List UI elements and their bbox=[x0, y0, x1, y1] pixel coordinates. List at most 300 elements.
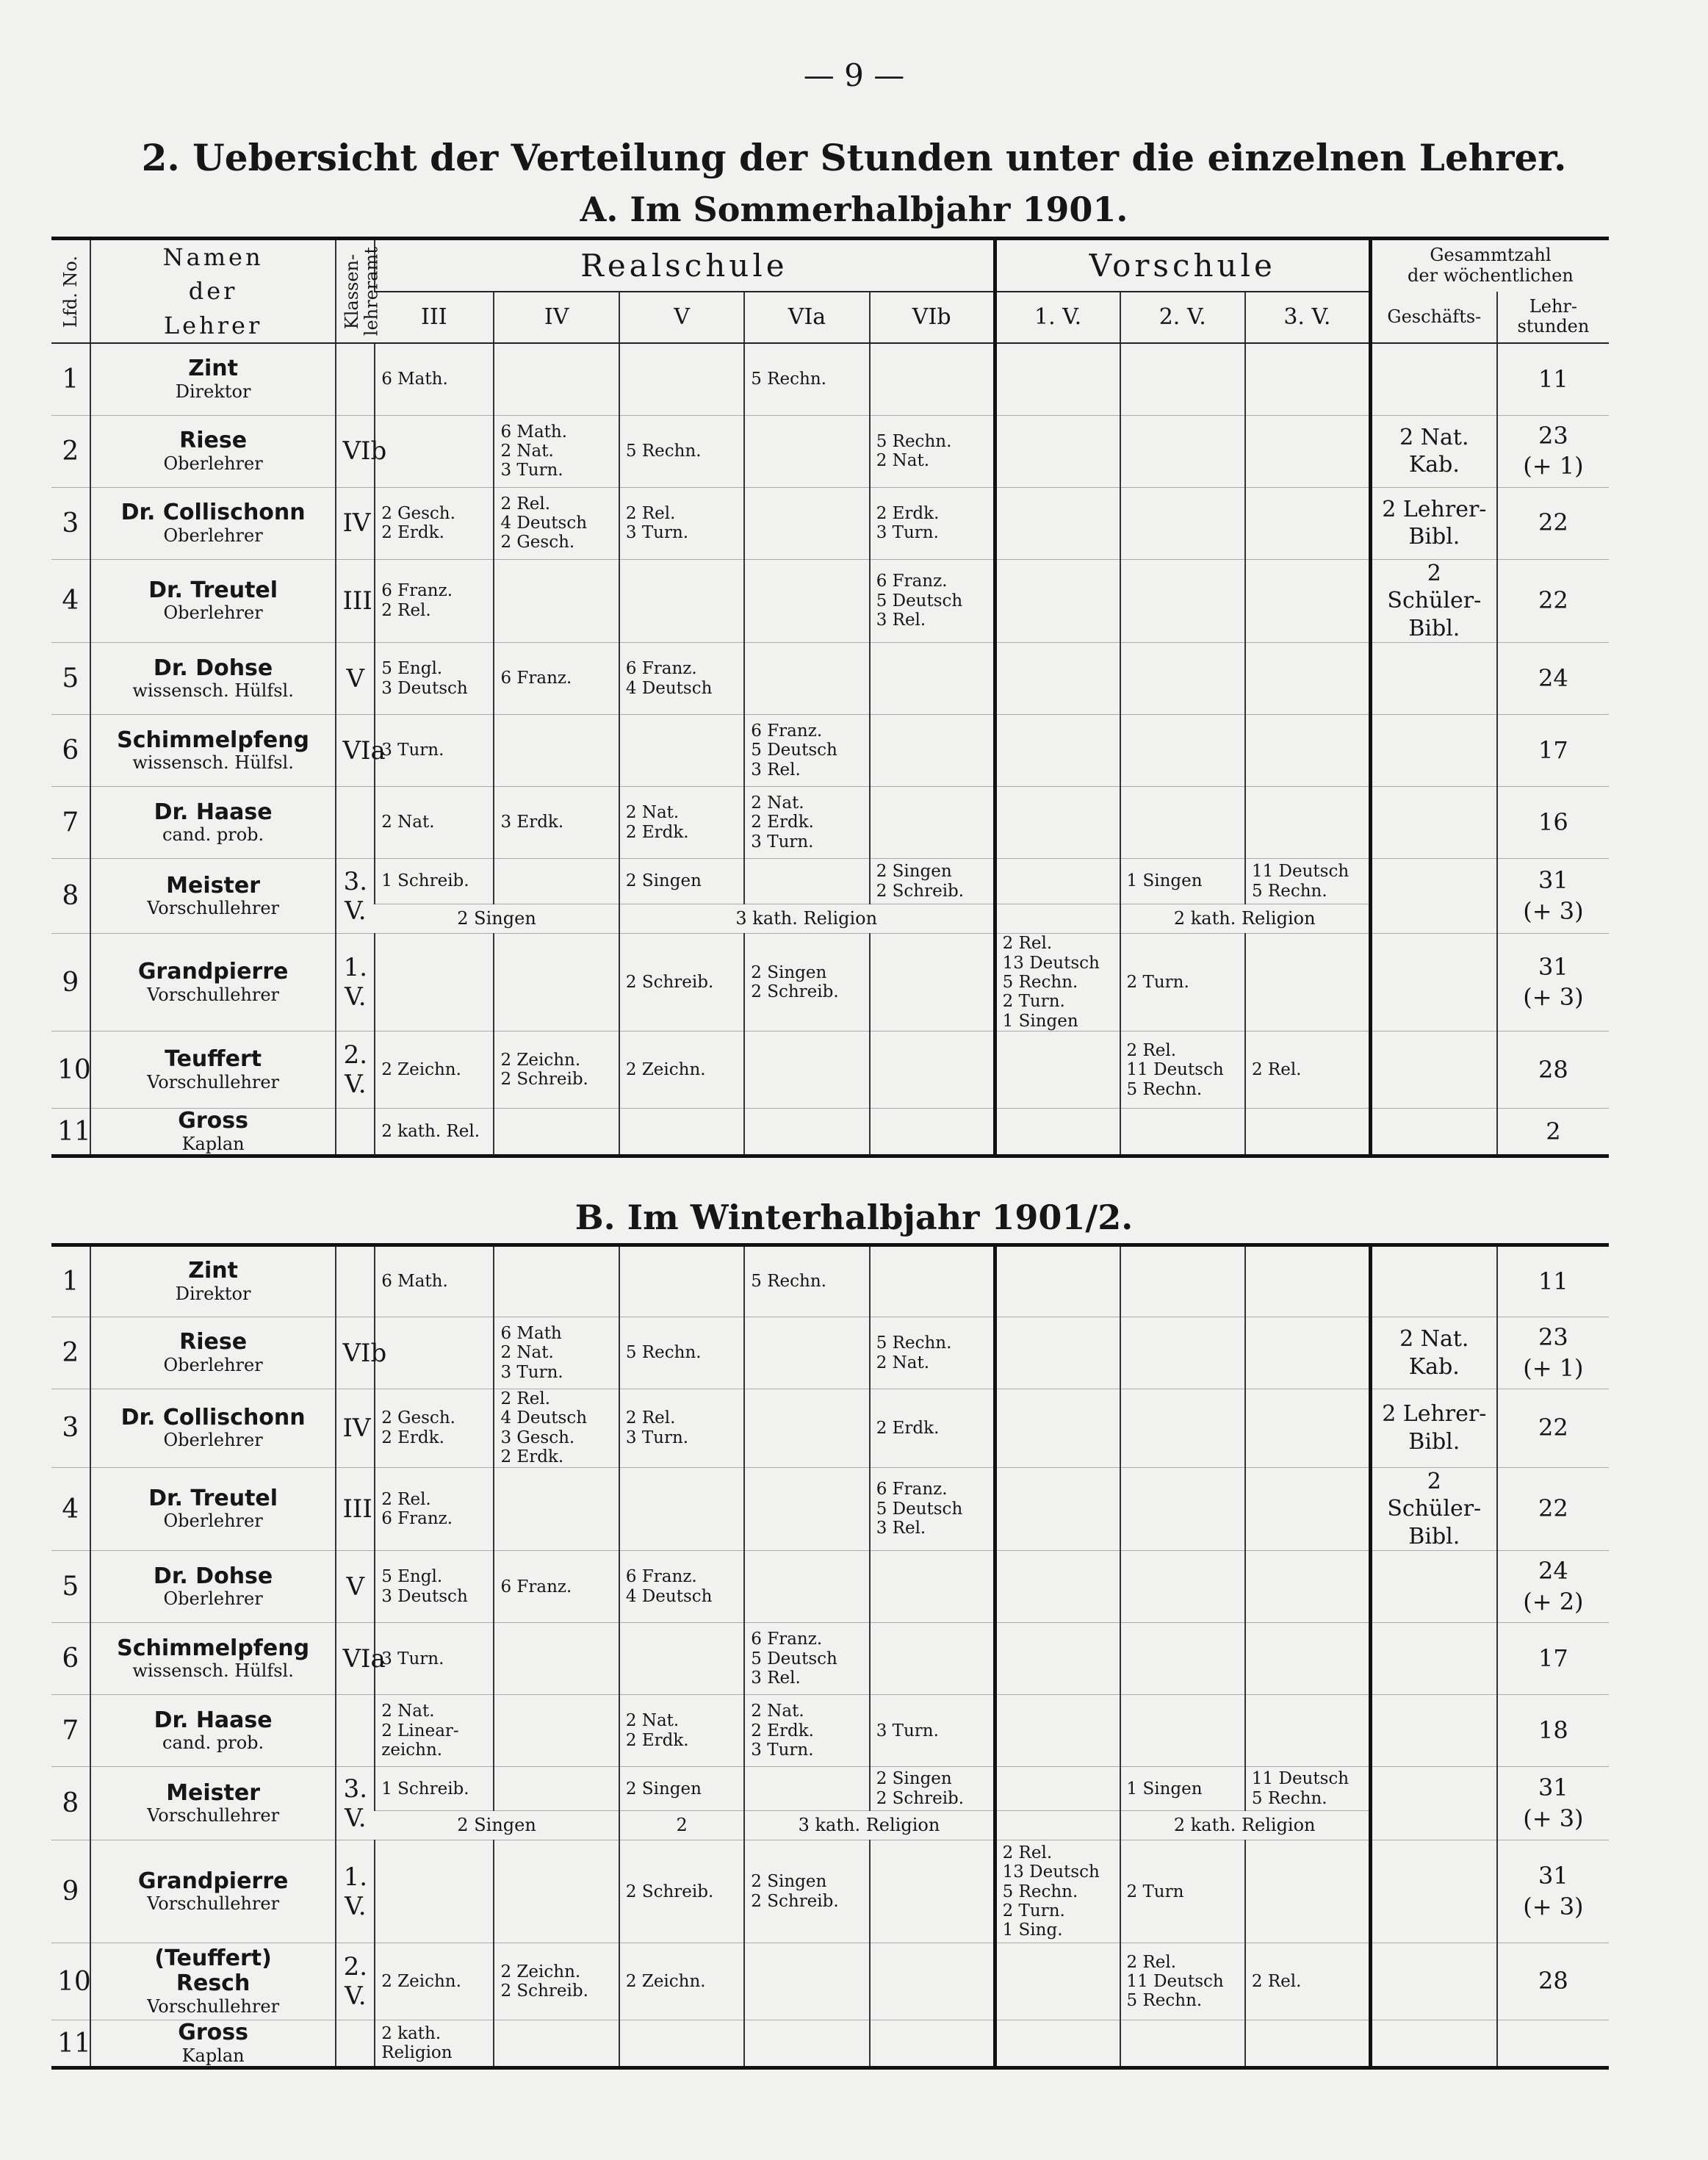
hours-cell-V bbox=[619, 1623, 744, 1695]
hours-cell-V1 bbox=[995, 1245, 1120, 1317]
hours-cell-VIb bbox=[870, 1623, 995, 1695]
class-teacher-cell: V bbox=[336, 643, 375, 715]
hours-cell-IV bbox=[494, 715, 619, 787]
teacher-name: Schimmelpfeng bbox=[117, 727, 310, 753]
class-teacher-cell bbox=[336, 1245, 375, 1317]
hours-cell-VIa: 5 Rechn. bbox=[744, 1245, 869, 1317]
hours-cell-IV: 2 Zeichn. 2 Schreib. bbox=[494, 1943, 619, 2020]
class-teacher-cell bbox=[336, 787, 375, 859]
hours-cell-VIa bbox=[744, 643, 869, 715]
hours-cell-V2 bbox=[1120, 487, 1245, 559]
hours-cell-V bbox=[619, 715, 744, 787]
table-row bbox=[51, 859, 1609, 904]
hours-cell-VIb: 6 Franz. 5 Deutsch 3 Rel. bbox=[870, 1467, 995, 1551]
col-header-VIb: VIb bbox=[870, 292, 995, 343]
teacher-role: Oberlehrer bbox=[163, 1354, 263, 1375]
row-number: 7 bbox=[51, 1695, 90, 1767]
hours-cell-V bbox=[619, 1245, 744, 1317]
vorschule-header: Vorschule bbox=[995, 239, 1370, 292]
row-number: 9 bbox=[51, 1840, 90, 1943]
shared-mid: 2 bbox=[619, 1811, 744, 1840]
teacher-cell bbox=[90, 859, 336, 934]
hours-cell-VIa: 2 Nat. 2 Erdk. 3 Turn. bbox=[744, 787, 869, 859]
teacher-cell bbox=[90, 2020, 336, 2068]
hours-cell-V2 bbox=[1120, 787, 1245, 859]
teacher-role: Kaplan bbox=[181, 2045, 245, 2066]
hours-cell-V3 bbox=[1245, 1840, 1370, 1943]
teacher-cell bbox=[90, 1840, 336, 1943]
teacher-name: Dr. Haase bbox=[154, 1707, 273, 1733]
hours-cell-V1 bbox=[995, 1467, 1120, 1551]
hours-cell-VIb bbox=[870, 1109, 995, 1156]
hours-cell-V3 bbox=[1245, 343, 1370, 415]
hours-cell-V1 bbox=[995, 2020, 1120, 2068]
hours-cell-III: 2 Nat. 2 Linear- zeichn. bbox=[375, 1695, 494, 1767]
teacher-name: Dr. Haase bbox=[154, 799, 273, 825]
geschaefts-cell bbox=[1370, 2020, 1496, 2068]
col-header-1V: 1. V. bbox=[995, 292, 1120, 343]
geschaefts-cell bbox=[1370, 1551, 1496, 1623]
hours-cell-VIb bbox=[870, 1943, 995, 2020]
total-hours-cell: 31 (+ 3) bbox=[1497, 1840, 1609, 1943]
hours-cell-VIb bbox=[870, 715, 995, 787]
teacher-name: Dr. Collischonn bbox=[120, 500, 306, 526]
hours-cell-V1 bbox=[995, 1032, 1120, 1109]
hours-cell-V2 bbox=[1120, 559, 1245, 643]
class-teacher-cell: 2. V. bbox=[336, 1943, 375, 2020]
teacher-name: Teuffert bbox=[165, 1046, 262, 1073]
hours-cell-V2 bbox=[1120, 643, 1245, 715]
hours-cell-V3 bbox=[1245, 487, 1370, 559]
row-number: 6 bbox=[51, 715, 90, 787]
hours-cell-VIa bbox=[744, 1767, 869, 1811]
shared-kath-religion-realschule: 3 kath. Religion bbox=[619, 904, 995, 934]
class-teacher-cell: V bbox=[336, 1551, 375, 1623]
row-number: 6 bbox=[51, 1623, 90, 1695]
hours-cell-VIb bbox=[870, 643, 995, 715]
hours-cell-V3 bbox=[1245, 1623, 1370, 1695]
hours-cell-V2 bbox=[1120, 1109, 1245, 1156]
hours-cell-VIb bbox=[870, 1840, 995, 1943]
hours-cell-III: 6 Franz. 2 Rel. bbox=[375, 559, 494, 643]
geschaefts-cell bbox=[1370, 1840, 1496, 1943]
row-number: 4 bbox=[51, 559, 90, 643]
total-hours-cell: 2 bbox=[1497, 1109, 1609, 1156]
names-header: Namen der Lehrer bbox=[90, 239, 336, 344]
hours-cell-V2 bbox=[1120, 1467, 1245, 1551]
hours-cell-V2 bbox=[1120, 1551, 1245, 1623]
class-teacher-cell: 2. V. bbox=[336, 1032, 375, 1109]
total-hours-cell: 31 (+ 3) bbox=[1497, 934, 1609, 1032]
hours-cell-V2 bbox=[1120, 343, 1245, 415]
total-hours-cell: 11 bbox=[1497, 343, 1609, 415]
table-row bbox=[51, 1551, 1609, 1623]
class-teacher-cell: VIa bbox=[336, 715, 375, 787]
teacher-name: Schimmelpfeng bbox=[117, 1635, 310, 1661]
total-hours-cell: 23 (+ 1) bbox=[1497, 1317, 1609, 1389]
hours-cell-V3 bbox=[1245, 2020, 1370, 2068]
total-hours-cell: 31 (+ 3) bbox=[1497, 859, 1609, 934]
class-teacher-cell: VIb bbox=[336, 1317, 375, 1389]
hours-cell-III: 1 Schreib. bbox=[375, 1767, 494, 1811]
teacher-role: Vorschullehrer bbox=[147, 1995, 280, 2017]
teacher-role: Oberlehrer bbox=[163, 1511, 263, 1532]
geschaefts-cell bbox=[1370, 643, 1496, 715]
hours-cell-VIa bbox=[744, 1109, 869, 1156]
teacher-cell bbox=[90, 1767, 336, 1840]
hours-cell-V1 bbox=[995, 715, 1120, 787]
row-number: 1 bbox=[51, 343, 90, 415]
hours-cell-IV bbox=[494, 2020, 619, 2068]
hours-cell-VIa: 2 Nat. 2 Erdk. 3 Turn. bbox=[744, 1695, 869, 1767]
hours-cell-V: 2 Rel. 3 Turn. bbox=[619, 1389, 744, 1468]
hours-cell-IV bbox=[494, 1695, 619, 1767]
hours-cell-IV bbox=[494, 1840, 619, 1943]
class-teacher-cell bbox=[336, 343, 375, 415]
table-row bbox=[51, 1695, 1609, 1767]
page-title: 2. Uebersicht der Verteilung der Stunden unter die einzelnen Lehrer. bbox=[141, 136, 1567, 179]
shared-singen: 2 Singen bbox=[375, 904, 619, 934]
hours-cell-V: 5 Rechn. bbox=[619, 1317, 744, 1389]
teacher-role: Oberlehrer bbox=[163, 602, 263, 624]
table-row bbox=[51, 559, 1609, 643]
hours-cell-V1: 2 Rel. 13 Deutsch 5 Rechn. 2 Turn. 1 Sing. bbox=[995, 1840, 1120, 1943]
hours-cell-V: 2 Schreib. bbox=[619, 1840, 744, 1943]
hours-cell-V3: 11 Deutsch 5 Rechn. bbox=[1245, 1767, 1370, 1811]
row-number: 3 bbox=[51, 487, 90, 559]
table-row bbox=[51, 1032, 1609, 1109]
total-hours-cell: 18 bbox=[1497, 1695, 1609, 1767]
teacher-name: Riese bbox=[179, 1329, 248, 1356]
total-hours-cell: 22 bbox=[1497, 559, 1609, 643]
class-teacher-cell: VIa bbox=[336, 1623, 375, 1695]
hours-cell-V1 bbox=[995, 1623, 1120, 1695]
teacher-cell bbox=[90, 934, 336, 1032]
hours-cell-V1 bbox=[995, 559, 1120, 643]
hours-cell-VIa: 6 Franz. 5 Deutsch 3 Rel. bbox=[744, 1623, 869, 1695]
hours-cell-VIb bbox=[870, 2020, 995, 2068]
total-hours-cell: 31 (+ 3) bbox=[1497, 1767, 1609, 1840]
hours-cell-VIb: 2 Erdk. bbox=[870, 1389, 995, 1468]
geschaefts-cell bbox=[1370, 1767, 1496, 1840]
geschaefts-cell: 2 Schüler- Bibl. bbox=[1370, 1467, 1496, 1551]
hours-cell-III bbox=[375, 415, 494, 487]
hours-cell-IV bbox=[494, 559, 619, 643]
total-hours-cell: 23 (+ 1) bbox=[1497, 415, 1609, 487]
teacher-role: cand. prob. bbox=[162, 1732, 264, 1754]
geschaefts-cell: 2 Nat. Kab. bbox=[1370, 415, 1496, 487]
teacher-cell bbox=[90, 1943, 336, 2020]
teacher-name: Dr. Collischonn bbox=[120, 1404, 306, 1430]
geschaefts-cell bbox=[1370, 1943, 1496, 2020]
row-number: 2 bbox=[51, 1317, 90, 1389]
hours-cell-V1 bbox=[995, 643, 1120, 715]
hours-cell-VIb: 2 Erdk. 3 Turn. bbox=[870, 487, 995, 559]
row-number: 8 bbox=[51, 859, 90, 934]
hours-cell-IV bbox=[494, 1623, 619, 1695]
hours-cell-V3: 2 Rel. bbox=[1245, 1032, 1370, 1109]
hours-cell-VIa bbox=[744, 1032, 869, 1109]
hours-cell-V: 2 Zeichn. bbox=[619, 1032, 744, 1109]
hours-cell-III: 2 Zeichn. bbox=[375, 1943, 494, 2020]
hours-cell-VIa bbox=[744, 1389, 869, 1468]
total-hours-cell: 24 (+ 2) bbox=[1497, 1551, 1609, 1623]
teacher-name: Gross bbox=[178, 1108, 248, 1134]
table-row bbox=[51, 934, 1609, 1032]
hours-cell-V3 bbox=[1245, 934, 1370, 1032]
hours-cell-V bbox=[619, 559, 744, 643]
teacher-name: Meister bbox=[166, 872, 260, 899]
hours-cell-VIa: 6 Franz. 5 Deutsch 3 Rel. bbox=[744, 715, 869, 787]
hours-cell-V1 bbox=[995, 1943, 1120, 2020]
hours-cell-IV: 2 Zeichn. 2 Schreib. bbox=[494, 1032, 619, 1109]
hours-cell-VIa bbox=[744, 2020, 869, 2068]
hours-cell-V2 bbox=[1120, 415, 1245, 487]
teacher-role: Vorschullehrer bbox=[147, 1071, 280, 1092]
hours-cell-IV: 2 Rel. 4 Deutsch 3 Gesch. 2 Erdk. bbox=[494, 1389, 619, 1468]
hours-cell-III: 5 Engl. 3 Deutsch bbox=[375, 643, 494, 715]
col-header-geschaefts: Geschäfts- bbox=[1370, 292, 1496, 343]
hours-cell-IV bbox=[494, 1767, 619, 1811]
teacher-name: Zint bbox=[188, 1258, 238, 1284]
geschaefts-cell bbox=[1370, 787, 1496, 859]
hours-cell-V3 bbox=[1245, 415, 1370, 487]
shared-kath-religion-vorschule: 2 kath. Religion bbox=[1120, 904, 1371, 934]
table-row bbox=[51, 1467, 1609, 1551]
class-teacher-cell bbox=[336, 1109, 375, 1156]
teacher-role: Oberlehrer bbox=[163, 453, 263, 474]
hours-cell-V2 bbox=[1120, 1317, 1245, 1389]
hours-cell-VIa bbox=[744, 415, 869, 487]
table-row bbox=[51, 2020, 1609, 2068]
teacher-cell bbox=[90, 1389, 336, 1468]
hours-cell-IV: 6 Franz. bbox=[494, 643, 619, 715]
hours-cell-III: 2 kath. Religion bbox=[375, 2020, 494, 2068]
total-hours-cell: 28 bbox=[1497, 1943, 1609, 2020]
class-teacher-cell: IV bbox=[336, 1389, 375, 1468]
col-header-lehrstunden: Lehr- stunden bbox=[1497, 292, 1609, 343]
teacher-name: Gross bbox=[178, 2020, 248, 2046]
hours-cell-III: 5 Engl. 3 Deutsch bbox=[375, 1551, 494, 1623]
shared-empty bbox=[995, 904, 1120, 934]
table-row bbox=[51, 343, 1609, 415]
table-row bbox=[51, 643, 1609, 715]
hours-cell-V3 bbox=[1245, 1317, 1370, 1389]
geschaefts-cell bbox=[1370, 1032, 1496, 1109]
teacher-cell bbox=[90, 487, 336, 559]
hours-cell-VIa bbox=[744, 1943, 869, 2020]
hours-cell-V3 bbox=[1245, 787, 1370, 859]
hours-cell-V3 bbox=[1245, 1695, 1370, 1767]
hours-cell-IV bbox=[494, 1245, 619, 1317]
hours-cell-VIa bbox=[744, 1317, 869, 1389]
class-teacher-cell: III bbox=[336, 1467, 375, 1551]
hours-cell-V: 2 Singen bbox=[619, 1767, 744, 1811]
hours-cell-V: 2 Nat. 2 Erdk. bbox=[619, 1695, 744, 1767]
geschaefts-cell: 2 Nat. Kab. bbox=[1370, 1317, 1496, 1389]
class-teacher-cell bbox=[336, 2020, 375, 2068]
col-header-III: III bbox=[375, 292, 494, 343]
geschaefts-cell bbox=[1370, 715, 1496, 787]
hours-cell-V3 bbox=[1245, 1467, 1370, 1551]
total-hours-cell: 17 bbox=[1497, 715, 1609, 787]
hours-cell-VIb bbox=[870, 343, 995, 415]
teacher-role: wissensch. Hülfsl. bbox=[132, 680, 294, 702]
teacher-cell bbox=[90, 1109, 336, 1156]
hours-cell-VIa bbox=[744, 1467, 869, 1551]
hours-cell-V3 bbox=[1245, 1389, 1370, 1468]
table-row bbox=[51, 1767, 1609, 1811]
geschaefts-cell: 2 Lehrer- Bibl. bbox=[1370, 487, 1496, 559]
class-teacher-cell: 3. V. bbox=[336, 1767, 375, 1840]
teacher-name: (Teuffert) Resch bbox=[154, 1945, 272, 1997]
col-header-3V: 3. V. bbox=[1245, 292, 1370, 343]
hours-cell-V: 6 Franz. 4 Deutsch bbox=[619, 1551, 744, 1623]
hours-cell-IV: 2 Rel. 4 Deutsch 2 Gesch. bbox=[494, 487, 619, 559]
table-row bbox=[51, 715, 1609, 787]
hours-cell-VIa bbox=[744, 859, 869, 904]
table-row bbox=[51, 1840, 1609, 1943]
hours-cell-V1 bbox=[995, 1109, 1120, 1156]
teacher-role: Oberlehrer bbox=[163, 1430, 263, 1451]
teacher-role: Vorschullehrer bbox=[147, 898, 280, 919]
hours-cell-III: 2 Gesch. 2 Erdk. bbox=[375, 487, 494, 559]
row-number: 11 bbox=[51, 1109, 90, 1156]
hours-cell-III: 2 Nat. bbox=[375, 787, 494, 859]
hours-cell-V bbox=[619, 2020, 744, 2068]
hours-cell-V bbox=[619, 1467, 744, 1551]
hours-cell-III: 6 Math. bbox=[375, 1245, 494, 1317]
hours-cell-V: 5 Rechn. bbox=[619, 415, 744, 487]
row-number: 7 bbox=[51, 787, 90, 859]
col-header-IV: IV bbox=[494, 292, 619, 343]
col-header-VIa: VIa bbox=[744, 292, 869, 343]
total-hours-cell: 17 bbox=[1497, 1623, 1609, 1695]
hours-cell-V3 bbox=[1245, 715, 1370, 787]
hours-cell-V1 bbox=[995, 1317, 1120, 1389]
geschaefts-cell bbox=[1370, 1109, 1496, 1156]
hours-cell-VIb bbox=[870, 1245, 995, 1317]
hours-cell-III: 3 Turn. bbox=[375, 715, 494, 787]
hours-cell-V2: 2 Rel. 11 Deutsch 5 Rechn. bbox=[1120, 1032, 1245, 1109]
geschaefts-cell bbox=[1370, 1695, 1496, 1767]
section-a-title: A. Im Sommerhalbjahr 1901. bbox=[580, 190, 1128, 229]
hours-cell-III: 2 Gesch. 2 Erdk. bbox=[375, 1389, 494, 1468]
row-number: 10 bbox=[51, 1943, 90, 2020]
hours-cell-V bbox=[619, 343, 744, 415]
teacher-role: wissensch. Hülfsl. bbox=[132, 752, 294, 774]
hours-cell-V3 bbox=[1245, 1245, 1370, 1317]
teacher-cell bbox=[90, 787, 336, 859]
teacher-role: Direktor bbox=[175, 381, 251, 402]
geschaefts-cell: 2 Lehrer- Bibl. bbox=[1370, 1389, 1496, 1468]
hours-cell-VIb bbox=[870, 1551, 995, 1623]
klassenlehreramt-header: Klassen- lehreramt bbox=[336, 239, 375, 344]
table-row bbox=[51, 1623, 1609, 1695]
hours-cell-III: 2 kath. Rel. bbox=[375, 1109, 494, 1156]
hours-cell-III: 6 Math. bbox=[375, 343, 494, 415]
hours-cell-V: 2 Rel. 3 Turn. bbox=[619, 487, 744, 559]
total-hours-cell bbox=[1497, 2020, 1609, 2068]
row-number: 5 bbox=[51, 643, 90, 715]
total-hours-cell: 24 bbox=[1497, 643, 1609, 715]
teacher-cell bbox=[90, 1623, 336, 1695]
hours-cell-III: 2 Zeichn. bbox=[375, 1032, 494, 1109]
total-header: Gesammtzahl der wöchentlichen bbox=[1370, 239, 1609, 292]
teacher-role: Vorschullehrer bbox=[147, 984, 280, 1005]
hours-cell-IV bbox=[494, 343, 619, 415]
hours-cell-V3 bbox=[1245, 1551, 1370, 1623]
geschaefts-cell bbox=[1370, 859, 1496, 934]
hours-cell-V1 bbox=[995, 859, 1120, 904]
hours-cell-VIa: 2 Singen 2 Schreib. bbox=[744, 934, 869, 1032]
section-b-title: B. Im Winterhalbjahr 1901/2. bbox=[574, 1198, 1134, 1237]
hours-cell-IV bbox=[494, 1109, 619, 1156]
teacher-role: Kaplan bbox=[181, 1133, 245, 1154]
hours-cell-V: 2 Nat. 2 Erdk. bbox=[619, 787, 744, 859]
page-number: — 9 — bbox=[803, 57, 905, 93]
shared-kath-religion-realschule: 3 kath. Religion bbox=[744, 1811, 995, 1840]
teacher-name: Zint bbox=[188, 356, 238, 382]
hours-cell-V bbox=[619, 1109, 744, 1156]
teacher-name: Meister bbox=[166, 1779, 261, 1806]
hours-cell-V1 bbox=[995, 1767, 1120, 1811]
teacher-role: Direktor bbox=[175, 1283, 251, 1304]
teacher-cell bbox=[90, 1032, 336, 1109]
hours-cell-V3: 11 Deutsch 5 Rechn. bbox=[1245, 859, 1370, 904]
teacher-cell bbox=[90, 1695, 336, 1767]
teacher-role: wissensch. Hülfsl. bbox=[132, 1660, 294, 1682]
teacher-name: Riese bbox=[179, 428, 248, 454]
row-number: 3 bbox=[51, 1389, 90, 1468]
hours-cell-III: 2 Rel. 6 Franz. bbox=[375, 1467, 494, 1551]
table-row bbox=[51, 1317, 1609, 1389]
total-hours-cell: 22 bbox=[1497, 487, 1609, 559]
hours-cell-V2 bbox=[1120, 715, 1245, 787]
hours-cell-VIb: 5 Rechn. 2 Nat. bbox=[870, 1317, 995, 1389]
geschaefts-cell bbox=[1370, 1245, 1496, 1317]
hours-cell-IV bbox=[494, 1467, 619, 1551]
row-number: 9 bbox=[51, 934, 90, 1032]
row-number: 8 bbox=[51, 1767, 90, 1840]
teacher-role: Oberlehrer bbox=[163, 1588, 263, 1610]
hours-cell-V1 bbox=[995, 343, 1120, 415]
teacher-cell bbox=[90, 1467, 336, 1551]
hours-cell-V2 bbox=[1120, 1245, 1245, 1317]
lfd-no-header: Lfd. No. bbox=[51, 239, 90, 344]
hours-cell-VIa: 5 Rechn. bbox=[744, 343, 869, 415]
hours-cell-V: 2 Schreib. bbox=[619, 934, 744, 1032]
hours-cell-V1 bbox=[995, 487, 1120, 559]
hours-cell-V: 2 Singen bbox=[619, 859, 744, 904]
class-teacher-cell: III bbox=[336, 559, 375, 643]
table-row bbox=[51, 1943, 1609, 2020]
class-teacher-cell: VIb bbox=[336, 415, 375, 487]
hours-cell-V2: 1 Singen bbox=[1120, 859, 1245, 904]
geschaefts-cell bbox=[1370, 343, 1496, 415]
teacher-role: Vorschullehrer bbox=[147, 1893, 280, 1915]
hours-cell-VIb: 6 Franz. 5 Deutsch 3 Rel. bbox=[870, 559, 995, 643]
hours-cell-V2: 2 Turn bbox=[1120, 1840, 1245, 1943]
hours-cell-V1 bbox=[995, 1551, 1120, 1623]
row-number: 1 bbox=[51, 1245, 90, 1317]
hours-cell-V1: 2 Rel. 13 Deutsch 5 Rechn. 2 Turn. 1 Singen bbox=[995, 934, 1120, 1032]
teacher-cell bbox=[90, 1551, 336, 1623]
geschaefts-cell: 2 Schüler- Bibl. bbox=[1370, 559, 1496, 643]
realschule-header: Realschule bbox=[375, 239, 995, 292]
hours-cell-VIb: 5 Rechn. 2 Nat. bbox=[870, 415, 995, 487]
hours-cell-V1 bbox=[995, 787, 1120, 859]
